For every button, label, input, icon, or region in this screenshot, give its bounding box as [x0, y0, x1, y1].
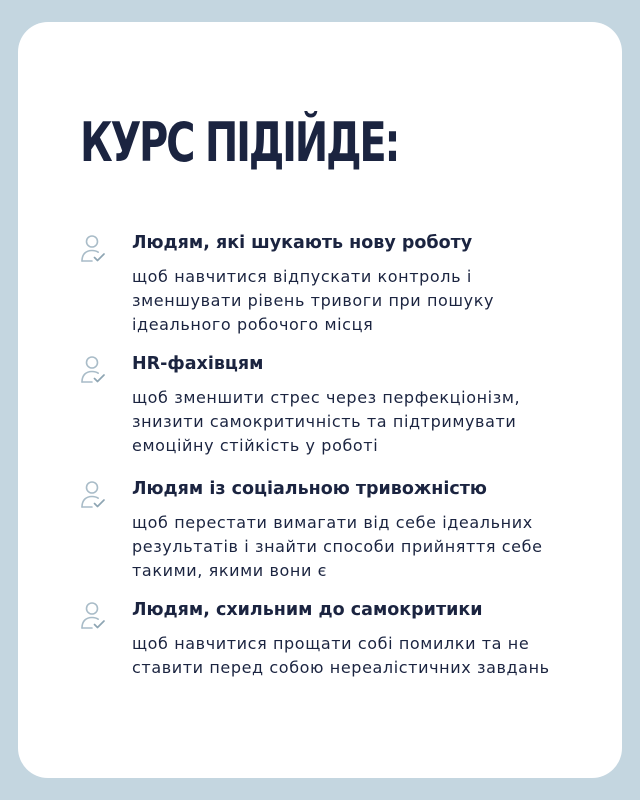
description-line: знизити самокритичність та підтримувати — [132, 412, 517, 431]
user-check-icon — [80, 601, 106, 631]
description-line: емоційну стійкість у роботі — [132, 436, 379, 455]
page-title: КУРС ПІДІЙДЕ: — [80, 111, 399, 174]
item-description — [132, 265, 494, 337]
item-heading: Людям, які шукають нову роботу — [132, 233, 473, 253]
user-check-icon — [80, 234, 106, 264]
item-heading: HR-фахівцям — [132, 354, 264, 374]
description-line: щоб навчитися прощати собі помилки та не — [132, 634, 530, 653]
description-line: щоб зменшити стрес через перфекціонізм, — [132, 388, 521, 407]
user-check-icon — [80, 355, 106, 385]
item-heading: Людям, схильним до самокритики — [132, 600, 483, 620]
description-line: зменшувати рівень тривоги при пошуку — [132, 291, 495, 310]
item-heading: Людям із соціальною тривожністю — [132, 479, 487, 499]
description-line: щоб навчитися відпускати контроль і — [132, 267, 472, 286]
description-line: щоб перестати вимагати від себе ідеальних — [132, 513, 533, 532]
user-check-icon — [80, 480, 106, 510]
description-line: ставити перед собою нереалістичних завдань — [132, 658, 550, 677]
description-line: такими, якими вони є — [132, 561, 328, 580]
item-description — [132, 632, 550, 680]
description-line: результатів і знайти способи прийняття себе — [132, 537, 543, 556]
item-description — [132, 511, 543, 583]
description-line: ідеального робочого місця — [132, 315, 374, 334]
item-description — [132, 386, 520, 458]
